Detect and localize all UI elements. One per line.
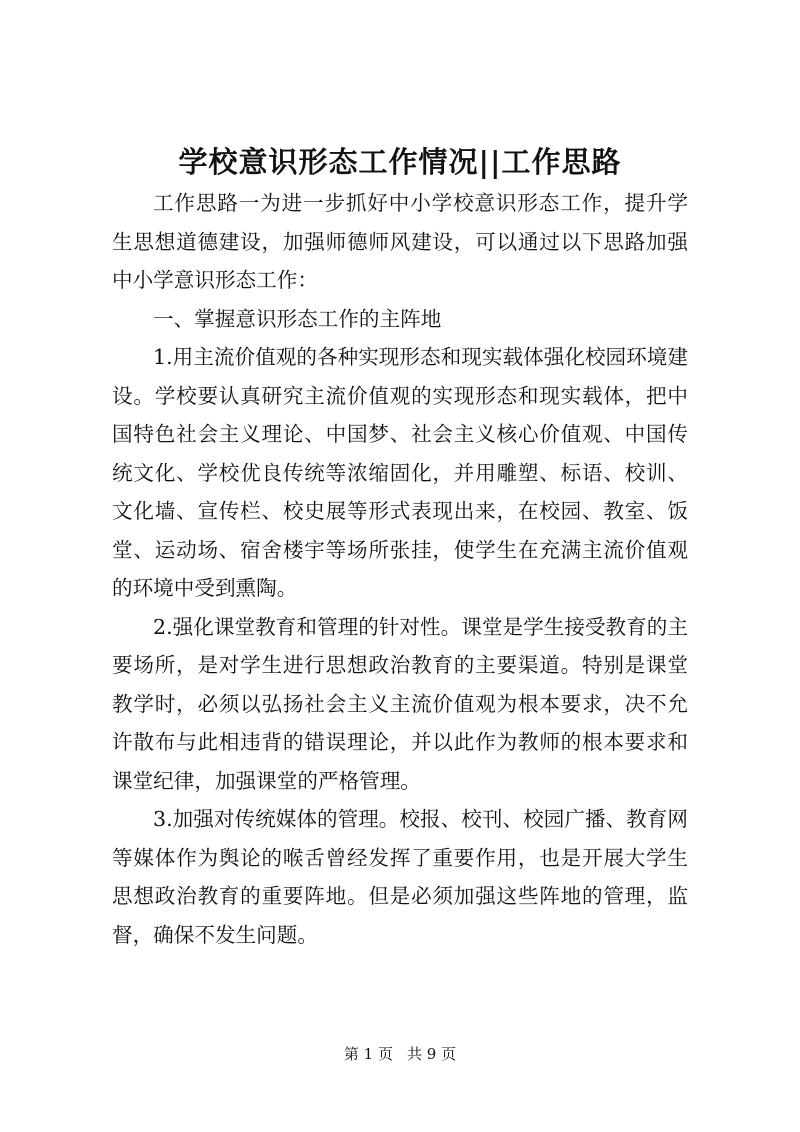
document-title: 学校意识形态工作情况||工作思路 [178,145,622,179]
paragraph-intro: 工作思路一为进一步抓好中小学校意识形态工作，提升学生思想道德建设，加强师德师风建设，可以通过以下思路加强中小学意识形态工作： [112,191,688,292]
page-total: 共 9 页 [407,1045,457,1063]
section-heading: 一、掌握意识形态工作的主阵地 [153,306,442,331]
page-footer [0,1043,800,1065]
paragraph-item-2: 2.强化课堂教育和管理的针对性。课堂是学生接受教育的主要场所，是对学生进行思想政治教育的主要渠道。特别是课堂教学时，必须以弘扬社会主义主流价值观为根本要求，决不允许散布与此相违背的错误理论，并以此作为教师的根本要求和课堂纪律，加强课堂的严格管理。 [112,614,688,793]
paragraph-item-3: 3.加强对传统媒体的管理。校报、校刊、校园广播、教育网等媒体作为舆论的喉舌曾经发挥了重要作用，也是开展大学生思想政治教育的重要阵地。但是必须加强这些阵地的管理，监督，确保不发生问题。 [112,807,688,947]
document-body [112,184,688,954]
page-number: 第 1 页 [343,1045,393,1063]
paragraph-item-1: 1.用主流价值观的各种实现形态和现实载体强化校园环境建设。学校要认真研究主流价值观的实现形态和现实载体，把中国特色社会主义理论、中国梦、社会主义核心价值观、中国传统文化、学校优良传统等浓缩固化，并用雕塑、标语、校训、文化墙、宣传栏、校史展等形式表现出来，在校园、教室、饭堂、运动场、宿舍楼宇等场所张挂，使学生在充满主流价值观的环境中受到熏陶。 [112,345,688,600]
